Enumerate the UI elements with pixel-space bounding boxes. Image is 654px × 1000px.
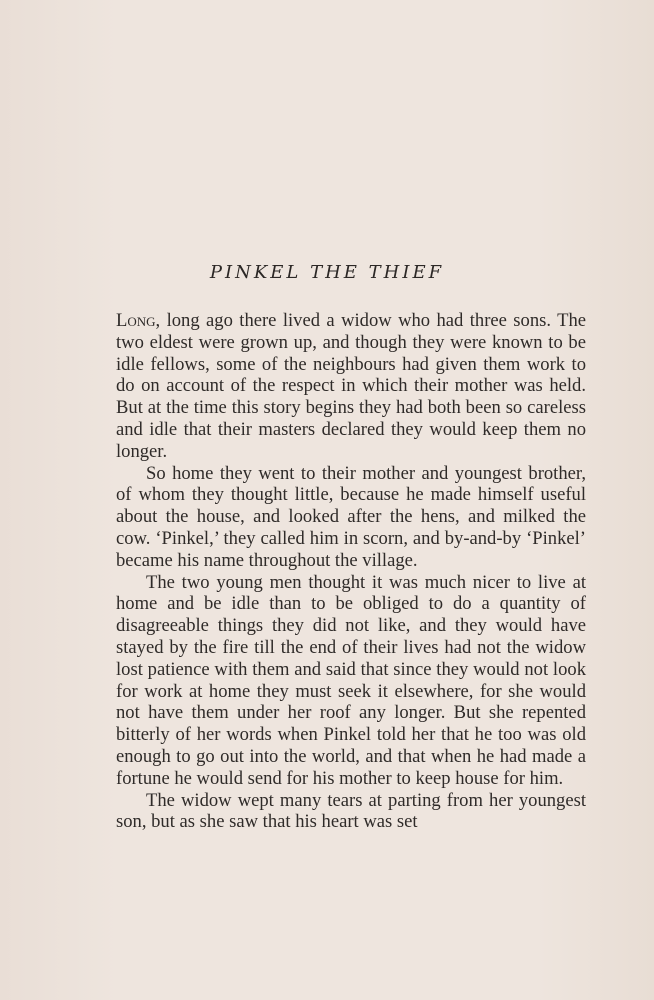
paragraph-1 <box>116 310 586 463</box>
story-text <box>116 310 586 833</box>
paragraph-3: The two young men thought it was much nicer to live at home and be idle than to be obliged to do a quantity of disagreeable things they did not like, and they would have stayed by the fire till the end of their lives had not the widow lost patience with them and said that since they would not look for work at home they must seek it elsewhere, for she would not have them under her roof any longer. But she repented bitterly of her words when Pinkel told her that he too was old enough to go out into the world, and that when he had made a fortune he would send for his mother to keep house for him. <box>116 571 586 789</box>
paragraph-1-text: long ago there lived a widow who had three sons. The two eldest were grown up, and though they were known to be idle fellows, some of the neighbours had given them work to do on account of the respect in which their mother was held. But at the time this story begins they had both been so careless and idle that their masters declared they would keep them no longer. <box>116 310 586 462</box>
paragraph-4: The widow wept many tears at parting from her youngest son, but as she saw that his heart was set <box>116 789 586 833</box>
paragraph-2: So home they went to their mother and youngest brother, of whom they thought little, because he made himself useful about the house, and looked after the hens, and milked the cow. ‘Pinkel,’ they called him in scorn, and by-and-by ‘Pinkel’ became his name throughout the village. <box>116 462 586 571</box>
opening-word: Long, <box>116 310 161 331</box>
chapter-title: PINKEL THE THIEF <box>209 262 445 283</box>
